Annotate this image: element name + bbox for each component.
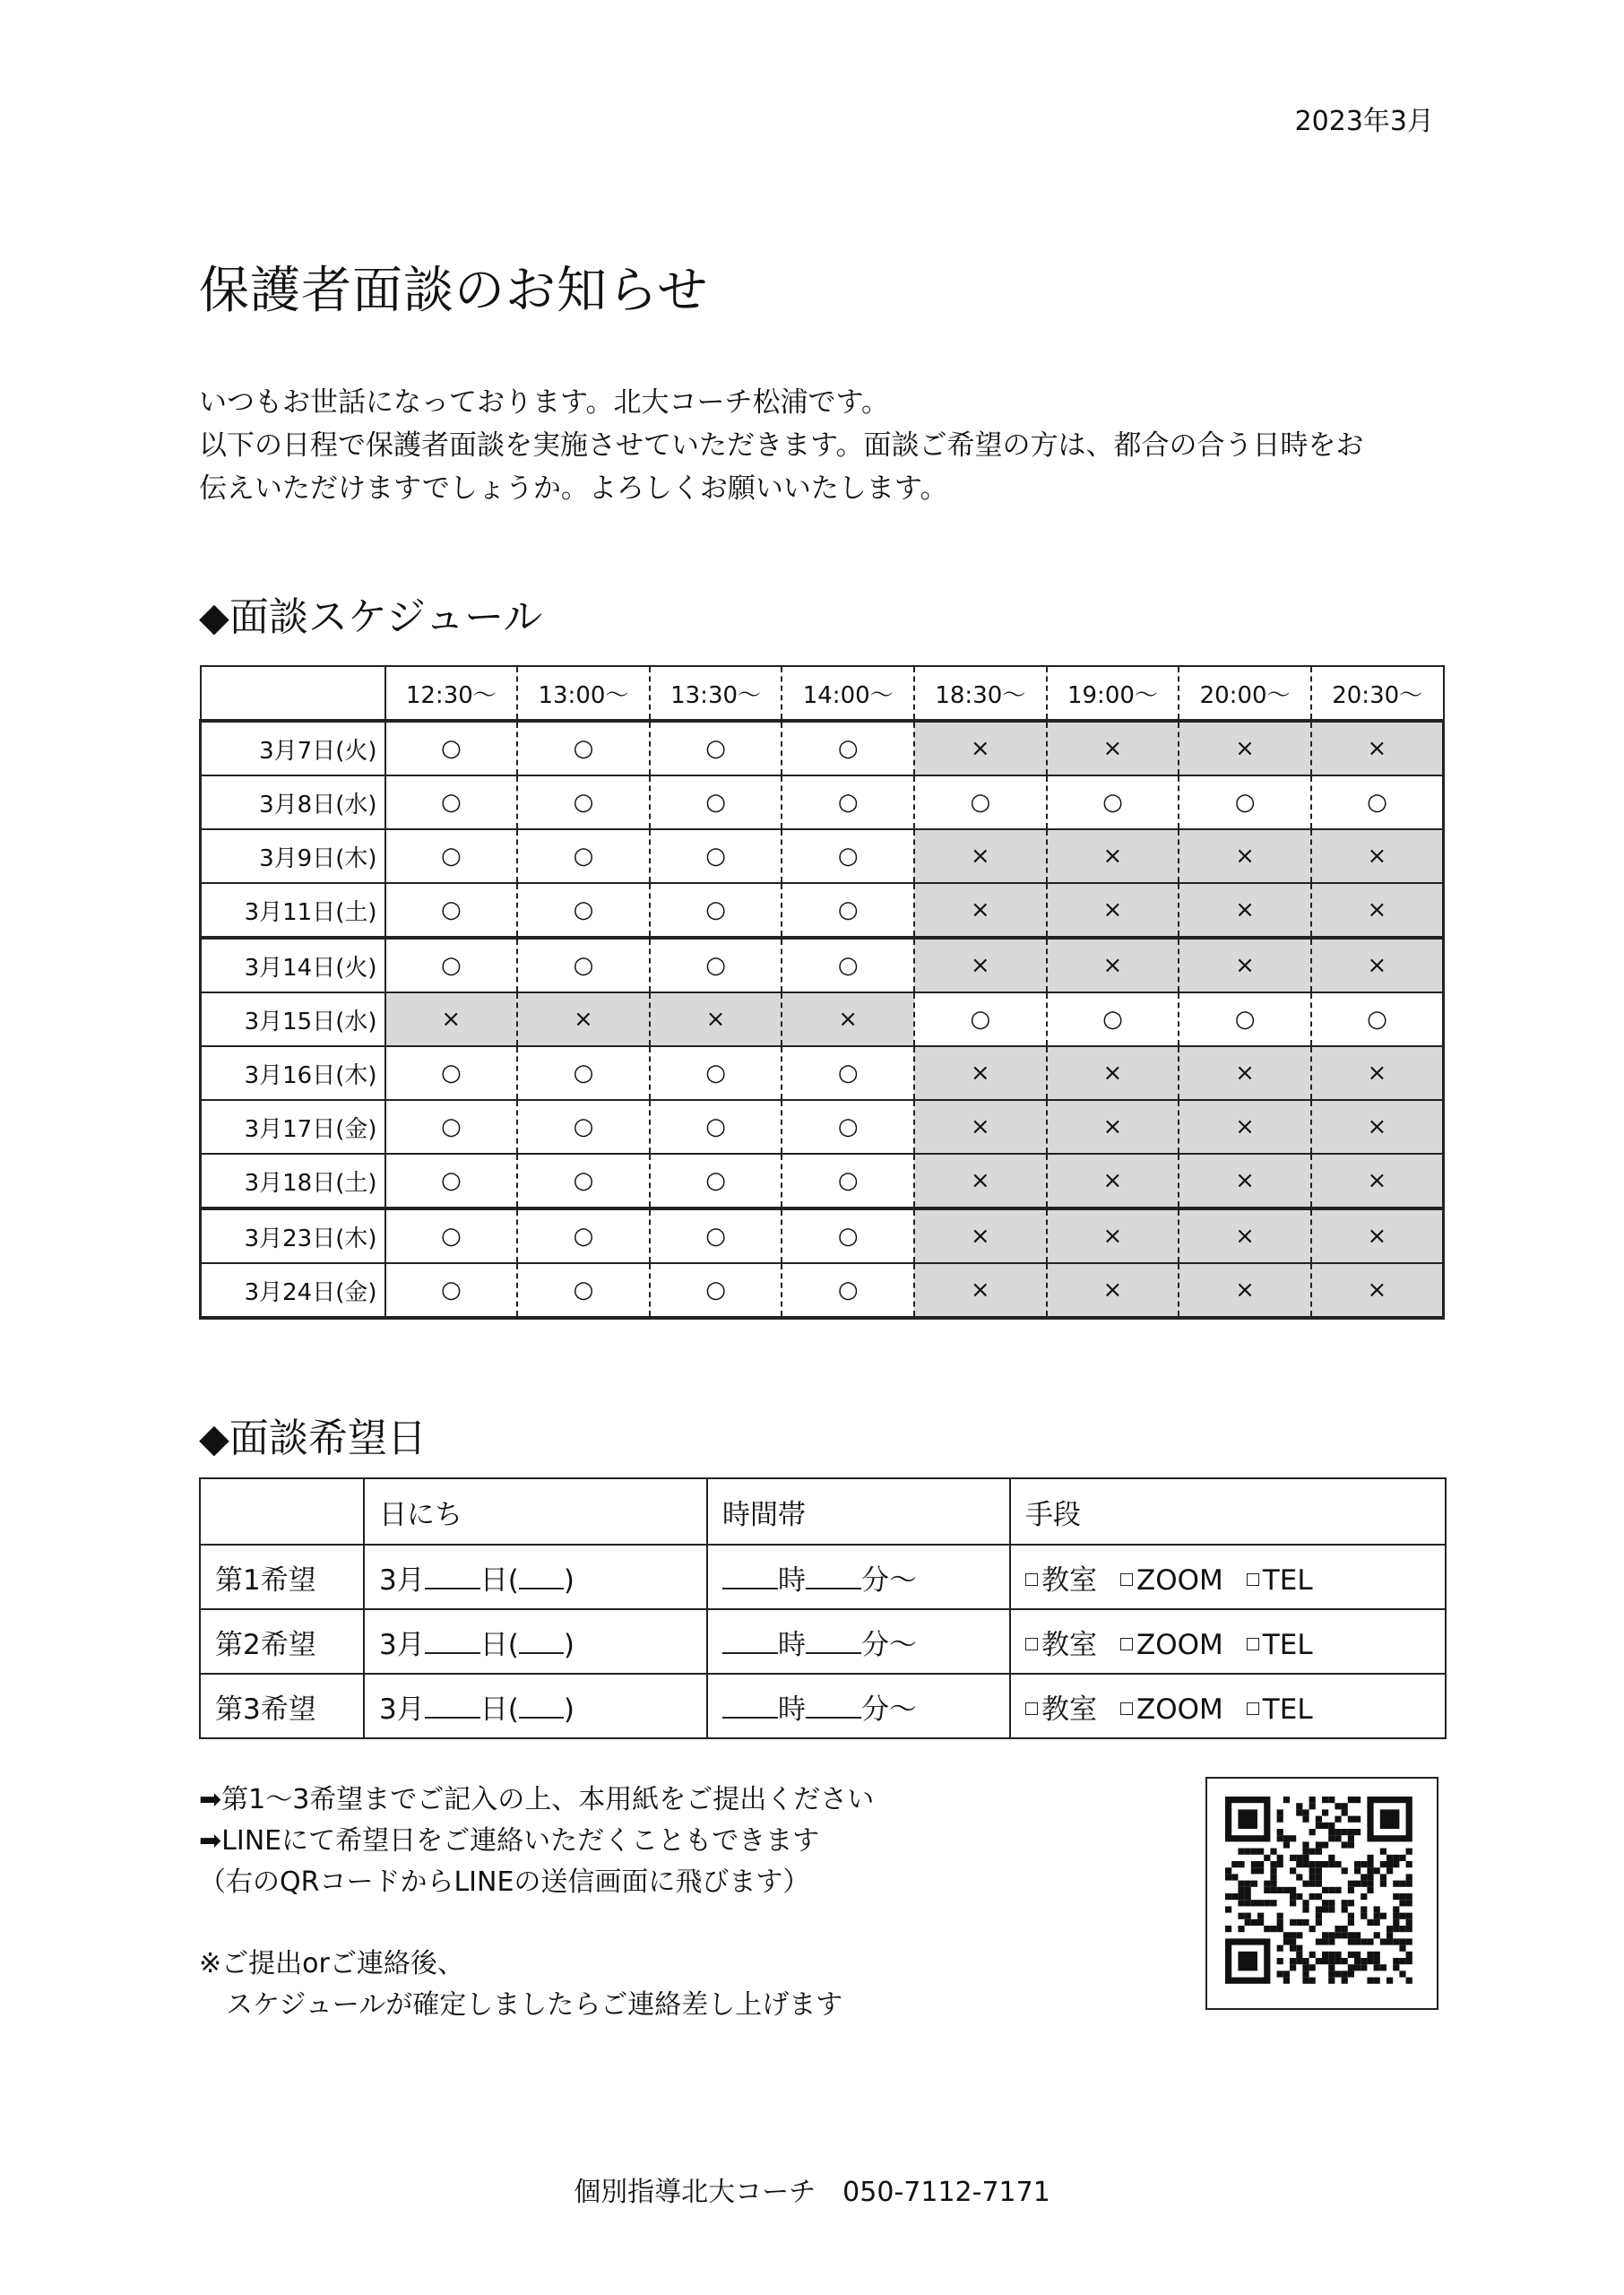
wish-header-time: 時間帯 [707, 1478, 1010, 1545]
slot-available: ○ [650, 1263, 782, 1318]
slot-unavailable: × [1179, 1046, 1311, 1100]
wish-header-row [200, 1478, 1446, 1545]
minute-label: 分～ [861, 1628, 917, 1661]
slot-available: ○ [1311, 775, 1444, 829]
slot-unavailable: × [1179, 1208, 1311, 1263]
slot-available: ○ [914, 775, 1047, 829]
intro-line: いつもお世話になっております。北大コーチ松浦です。 [199, 386, 890, 419]
method-option[interactable] [1247, 1564, 1313, 1597]
slot-available: ○ [517, 1208, 650, 1263]
method-label: 教室 [1041, 1628, 1097, 1661]
line-qr-code[interactable] [1205, 1777, 1438, 2010]
instruction-line: ➡LINEにて希望日をご連絡いただくこともできます [199, 1825, 820, 1857]
intro-line: 伝えいただけますでしょうか。よろしくお願いいたします。 [199, 472, 948, 505]
slot-unavailable: × [914, 1046, 1047, 1100]
footnote [199, 1944, 842, 2026]
slot-unavailable: × [782, 992, 914, 1046]
slot-available: ○ [650, 721, 782, 775]
slot-unavailable: × [385, 992, 518, 1046]
schedule-row [201, 1100, 1444, 1154]
method-option[interactable] [1120, 1693, 1223, 1726]
wish-time-field[interactable] [707, 1545, 1010, 1609]
slot-unavailable: × [1311, 883, 1444, 938]
slot-available: ○ [782, 721, 914, 775]
slot-unavailable: × [1179, 883, 1311, 938]
checkbox-icon[interactable] [1120, 1573, 1133, 1586]
schedule-date: 3月7日(火) [201, 721, 385, 775]
slot-available: ○ [650, 829, 782, 883]
slot-unavailable: × [1047, 1263, 1179, 1318]
wish-date-field[interactable] [364, 1545, 707, 1609]
slot-available: ○ [650, 883, 782, 938]
page-title: 保護者面談のお知らせ [199, 262, 709, 320]
day-blank[interactable] [425, 1564, 480, 1589]
wish-header-date: 日にち [364, 1478, 707, 1545]
slot-available: ○ [385, 829, 518, 883]
slot-available: ○ [385, 775, 518, 829]
hour-label: 時 [778, 1563, 806, 1597]
checkbox-icon[interactable] [1247, 1702, 1259, 1715]
slot-unavailable: × [1179, 1263, 1311, 1318]
weekday-blank[interactable] [519, 1629, 564, 1654]
slot-available: ○ [385, 721, 518, 775]
wish-table [199, 1477, 1447, 1739]
checkbox-icon[interactable] [1025, 1702, 1038, 1715]
date-day-label: 日( [479, 1693, 519, 1726]
slot-available: ○ [650, 1100, 782, 1154]
slot-unavailable: × [914, 938, 1047, 992]
schedule-date: 3月17日(金) [201, 1100, 385, 1154]
schedule-date: 3月23日(木) [201, 1208, 385, 1263]
minute-label: 分～ [861, 1693, 917, 1726]
corner-cell [201, 666, 385, 721]
slot-header: 12:30～ [385, 666, 518, 721]
slot-unavailable: × [1311, 1208, 1444, 1263]
slot-unavailable: × [1047, 1100, 1179, 1154]
wish-time-field[interactable] [707, 1609, 1010, 1674]
schedule-row [201, 721, 1444, 775]
schedule-date: 3月15日(水) [201, 992, 385, 1046]
slot-unavailable: × [914, 1263, 1047, 1318]
slot-available: ○ [650, 938, 782, 992]
date-month: 3月 [379, 1628, 425, 1661]
slot-available: ○ [517, 938, 650, 992]
schedule-header-row [201, 666, 1444, 721]
slot-header: 19:00～ [1047, 666, 1179, 721]
slot-unavailable: × [914, 1154, 1047, 1208]
slot-available: ○ [517, 1154, 650, 1208]
weekday-blank[interactable] [519, 1693, 564, 1719]
schedule-row [201, 775, 1444, 829]
slot-unavailable: × [1047, 883, 1179, 938]
method-label: ZOOM [1136, 1693, 1223, 1726]
intro-line: 以下の日程で保護者面談を実施させていただきます。面談ご希望の方は、都合の合う日時をお [199, 429, 1364, 462]
schedule-row [201, 992, 1444, 1046]
schedule-row [201, 938, 1444, 992]
slot-unavailable: × [1311, 721, 1444, 775]
slot-available: ○ [385, 1208, 518, 1263]
slot-available: ○ [782, 883, 914, 938]
slot-available: ○ [782, 1100, 914, 1154]
checkbox-icon[interactable] [1025, 1638, 1038, 1650]
method-label: ZOOM [1136, 1628, 1223, 1661]
method-option[interactable] [1025, 1629, 1097, 1661]
wish-heading: ◆面談希望日 [199, 1416, 427, 1461]
date-month: 3月 [379, 1693, 425, 1726]
method-label: 教室 [1041, 1693, 1097, 1726]
slot-unavailable: × [1179, 1100, 1311, 1154]
slot-available: ○ [1311, 992, 1444, 1046]
footer-contact: 個別指導北大コーチ 050-7112-7171 [574, 2177, 1050, 2208]
slot-available: ○ [1179, 775, 1311, 829]
hour-label: 時 [778, 1693, 806, 1726]
slot-unavailable: × [1047, 938, 1179, 992]
slot-unavailable: × [1047, 1208, 1179, 1263]
footnote-line: スケジュールが確定しましたらご連絡差し上げます [199, 1989, 843, 2021]
date-day-label: 日( [479, 1628, 519, 1661]
schedule-date: 3月11日(土) [201, 883, 385, 938]
weekday-blank[interactable] [519, 1564, 564, 1589]
slot-available: ○ [650, 1046, 782, 1100]
wish-row [200, 1674, 1446, 1738]
instruction-line: （右のQRコードからLINEの送信画面に飛びます） [199, 1866, 810, 1898]
wish-label: 第2希望 [200, 1609, 364, 1674]
slot-header: 13:30～ [650, 666, 782, 721]
minute-blank[interactable] [806, 1564, 861, 1589]
wish-body [200, 1545, 1446, 1738]
wish-header-method: 手段 [1010, 1478, 1446, 1545]
date-month: 3月 [379, 1563, 425, 1597]
method-option[interactable] [1247, 1629, 1313, 1661]
schedule-row [201, 1208, 1444, 1263]
schedule-row [201, 1263, 1444, 1318]
checkbox-icon[interactable] [1247, 1573, 1259, 1586]
document-date: 2023年3月 [1294, 106, 1434, 137]
slot-unavailable: × [1047, 1046, 1179, 1100]
wish-method-field [1010, 1609, 1446, 1674]
slot-unavailable: × [1311, 1154, 1444, 1208]
method-label: TEL [1262, 1563, 1313, 1597]
wish-corner-cell [200, 1478, 364, 1545]
minute-label: 分～ [861, 1563, 917, 1597]
wish-method-field [1010, 1545, 1446, 1609]
slot-available: ○ [1179, 992, 1311, 1046]
slot-available: ○ [782, 938, 914, 992]
slot-unavailable: × [914, 829, 1047, 883]
slot-unavailable: × [1311, 938, 1444, 992]
wish-date-field[interactable] [364, 1674, 707, 1738]
schedule-date: 3月9日(木) [201, 829, 385, 883]
schedule-date: 3月14日(火) [201, 938, 385, 992]
checkbox-icon[interactable] [1247, 1638, 1259, 1650]
slot-unavailable: × [914, 1100, 1047, 1154]
slot-unavailable: × [1179, 1154, 1311, 1208]
slot-available: ○ [650, 775, 782, 829]
slot-unavailable: × [1311, 1263, 1444, 1318]
slot-available: ○ [385, 1046, 518, 1100]
method-label: TEL [1262, 1693, 1313, 1726]
method-option[interactable] [1120, 1629, 1223, 1661]
hour-blank[interactable] [722, 1693, 778, 1719]
slot-header: 18:30～ [914, 666, 1047, 721]
day-blank[interactable] [425, 1629, 480, 1654]
schedule-date: 3月24日(金) [201, 1263, 385, 1318]
schedule-row [201, 829, 1444, 883]
slot-available: ○ [782, 1263, 914, 1318]
slot-unavailable: × [914, 721, 1047, 775]
schedule-date: 3月8日(水) [201, 775, 385, 829]
slot-available: ○ [782, 1208, 914, 1263]
schedule-table [199, 665, 1445, 1320]
wish-date-field[interactable] [364, 1609, 707, 1674]
method-option[interactable] [1025, 1564, 1097, 1597]
slot-available: ○ [782, 1154, 914, 1208]
slot-header: 13:00～ [517, 666, 650, 721]
wish-row [200, 1609, 1446, 1674]
slot-available: ○ [385, 1263, 518, 1318]
method-option[interactable] [1120, 1564, 1223, 1597]
qr-code-icon [1207, 1779, 1437, 2008]
slot-unavailable: × [914, 1208, 1047, 1263]
intro-paragraph [199, 381, 1364, 510]
slot-available: ○ [914, 992, 1047, 1046]
slot-header: 14:00～ [782, 666, 914, 721]
slot-unavailable: × [517, 992, 650, 1046]
wish-time-field[interactable] [707, 1674, 1010, 1738]
slot-available: ○ [385, 1100, 518, 1154]
schedule-row [201, 1046, 1444, 1100]
date-close: ) [563, 1563, 574, 1597]
slot-available: ○ [517, 1100, 650, 1154]
date-close: ) [563, 1628, 574, 1661]
slot-available: ○ [385, 938, 518, 992]
method-label: TEL [1262, 1628, 1313, 1661]
schedule-heading: ◆面談スケジュール [199, 594, 543, 640]
date-day-label: 日( [479, 1563, 519, 1597]
hour-label: 時 [778, 1628, 806, 1661]
instruction-line: ➡第1～3希望までご記入の上、本用紙をご提出ください [199, 1784, 875, 1815]
method-label: ZOOM [1136, 1563, 1223, 1597]
slot-unavailable: × [1311, 829, 1444, 883]
slot-available: ○ [1047, 992, 1179, 1046]
slot-available: ○ [517, 721, 650, 775]
slot-header: 20:00～ [1179, 666, 1311, 721]
schedule-date: 3月18日(土) [201, 1154, 385, 1208]
slot-unavailable: × [1179, 721, 1311, 775]
footnote-line: ※ご提出orご連絡後、 [199, 1948, 464, 1979]
slot-available: ○ [782, 829, 914, 883]
date-close: ) [563, 1693, 574, 1726]
slot-available: ○ [385, 1154, 518, 1208]
slot-unavailable: × [1311, 1046, 1444, 1100]
wish-method-field [1010, 1674, 1446, 1738]
hour-blank[interactable] [722, 1629, 778, 1654]
minute-blank[interactable] [806, 1629, 861, 1654]
method-option[interactable] [1247, 1693, 1313, 1726]
slot-unavailable: × [1047, 721, 1179, 775]
minute-blank[interactable] [806, 1693, 861, 1719]
slot-unavailable: × [1047, 829, 1179, 883]
slot-available: ○ [385, 883, 518, 938]
slot-available: ○ [517, 775, 650, 829]
slot-available: ○ [650, 1154, 782, 1208]
slot-available: ○ [517, 883, 650, 938]
slot-header: 20:30～ [1311, 666, 1444, 721]
slot-unavailable: × [914, 883, 1047, 938]
slot-available: ○ [517, 1263, 650, 1318]
slot-available: ○ [782, 775, 914, 829]
slot-available: ○ [1047, 775, 1179, 829]
schedule-row [201, 883, 1444, 938]
schedule-date: 3月16日(木) [201, 1046, 385, 1100]
schedule-body [201, 721, 1444, 1318]
method-option[interactable] [1025, 1693, 1097, 1726]
slot-available: ○ [782, 1046, 914, 1100]
checkbox-icon[interactable] [1120, 1702, 1133, 1715]
slot-unavailable: × [650, 992, 782, 1046]
checkbox-icon[interactable] [1120, 1638, 1133, 1650]
wish-label: 第3希望 [200, 1674, 364, 1738]
method-label: 教室 [1041, 1563, 1097, 1597]
day-blank[interactable] [425, 1693, 480, 1719]
schedule-row [201, 1154, 1444, 1208]
slot-available: ○ [650, 1208, 782, 1263]
hour-blank[interactable] [722, 1564, 778, 1589]
slot-available: ○ [517, 1046, 650, 1100]
slot-unavailable: × [1179, 829, 1311, 883]
checkbox-icon[interactable] [1025, 1573, 1038, 1586]
slot-unavailable: × [1047, 1154, 1179, 1208]
wish-row [200, 1545, 1446, 1609]
slot-unavailable: × [1311, 1100, 1444, 1154]
instructions [199, 1780, 874, 1903]
wish-label: 第1希望 [200, 1545, 364, 1609]
slot-unavailable: × [1179, 938, 1311, 992]
slot-available: ○ [517, 829, 650, 883]
